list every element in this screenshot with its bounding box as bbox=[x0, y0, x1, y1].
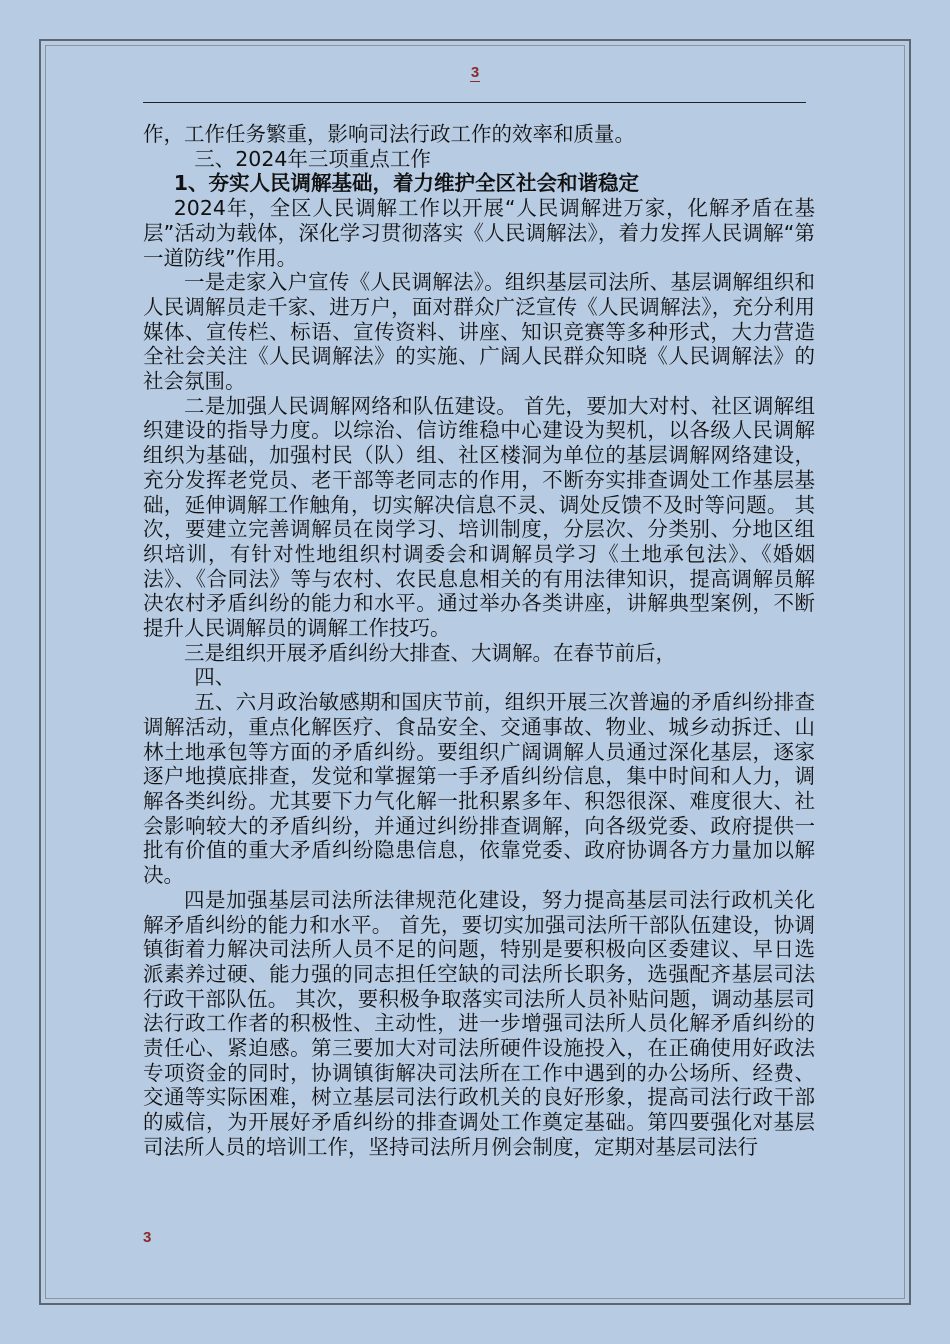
subsection-heading: 1、夯实人民调解基础，着力维护全区社会和谐稳定 bbox=[173, 171, 640, 196]
paragraph-point-one: 一是走家入户宣传《人民调解法》。组织基层司法所、基层调解组织和人民调解员走千家、进万户，面对群众广泛宣传《人民调解法》，充分利用媒体、宣传栏、标语、宣传资料、讲座、知识竞赛等多种形式，大力营造全社会关注《人民调解法》的实施、广阔人民群众知晓《人民调解法》的社会氛围。 bbox=[143, 270, 815, 394]
paragraph-four-marker: 四、 bbox=[194, 665, 236, 690]
paragraph-continuation: 作，工作任务繁重，影响司法行政工作的效率和质量。 bbox=[143, 122, 635, 146]
paragraph-point-four: 四是加强基层司法所法律规范化建设，努力提高基层司法行政机关化解矛盾纠纷的能力和水平。 首先，要切实加强司法所干部队伍建设，协调镇街着力解决司法所人员不足的问题，特别是要积极向区委建议、早日选派素养过硬、能力强的同志担任空缺的司法所长职务，选强配齐基层司法行政干部队伍。 其次，要积极争取落实司法所人员补贴问题，调动基层司法行政工作者的积极性、主动性，进一步增强司法所人员化解矛盾纠纷的责任心、紧迫感。第三要加大对司法所硬件设施投入，在正确使用好政法专项资金的同时，协调镇街解决司法所在工作中遇到的办公场所、经费、交通等实际困难，树立基层司法行政机关的良好形象，提高司法行政干部的威信，为开展好矛盾纠纷的排查调处工作奠定基础。第四要强化对基层司法所人员的培训工作，坚持司法所月例会制度，定期对基层司法行 bbox=[143, 887, 815, 1159]
paragraph-intro: 2024年，全区人民调解工作以开展“人民调解进万家，化解矛盾在基层”活动为载体，深化学习贯彻落实《人民调解法》，着力发挥人民调解“第一道防线”作用。 bbox=[143, 196, 815, 270]
header-page-number: 3 bbox=[470, 64, 480, 81]
paragraph-five: 五、六月政治敏感期和国庆节前，组织开展三次普遍的矛盾纠纷排查调解活动，重点化解医疗、食品安全、交通事故、物业、城乡动拆迁、山林土地承包等方面的矛盾纠纷。要组织广阔调解人员通过深化基层，逐家逐户地摸底排查，发觉和掌握第一手矛盾纠纷信息，集中时间和人力，调解各类纠纷。尤其要下力气化解一批积累多年、积怨很深、难度很大、社会影响较大的矛盾纠纷，并通过纠纷排查调解，向各级党委、政府提供一批有价值的重大矛盾纠纷隐患信息，依靠党委、政府协调各方力量加以解决。 bbox=[143, 690, 815, 888]
document-body bbox=[143, 122, 815, 1160]
footer-page-number: 3 bbox=[143, 1229, 152, 1246]
paragraph-point-two: 二是加强人民调解网络和队伍建设。 首先，要加大对村、社区调解组织建设的指导力度。以综治、信访维稳中心建设为契机，以各级人民调解组织为基础，加强村民（队）组、社区楼洞为单位的基层调解网络建设，充分发挥老党员、老干部等老同志的作用，不断夯实排查调处工作基层基础，延伸调解工作触角，切实解决信息不灵、调处反馈不及时等问题。 其次，要建立完善调解员在岗学习、培训制度，分层次、分类别、分地区组织培训，有针对性地组织村调委会和调解员学习《土地承包法》、《婚姻法》、《合同法》等与农村、农民息息相关的有用法律知识，提高调解员解决农村矛盾纠纷的能力和水平。通过举办各类讲座，讲解典型案例，不断提升人民调解员的调解工作技巧。 bbox=[143, 393, 815, 641]
section-heading: 三、2024年三项重点工作 bbox=[194, 146, 431, 171]
header-rule bbox=[143, 102, 806, 103]
paragraph-point-three: 三是组织开展矛盾纠纷大排查、大调解。在春节前后， bbox=[184, 640, 676, 665]
